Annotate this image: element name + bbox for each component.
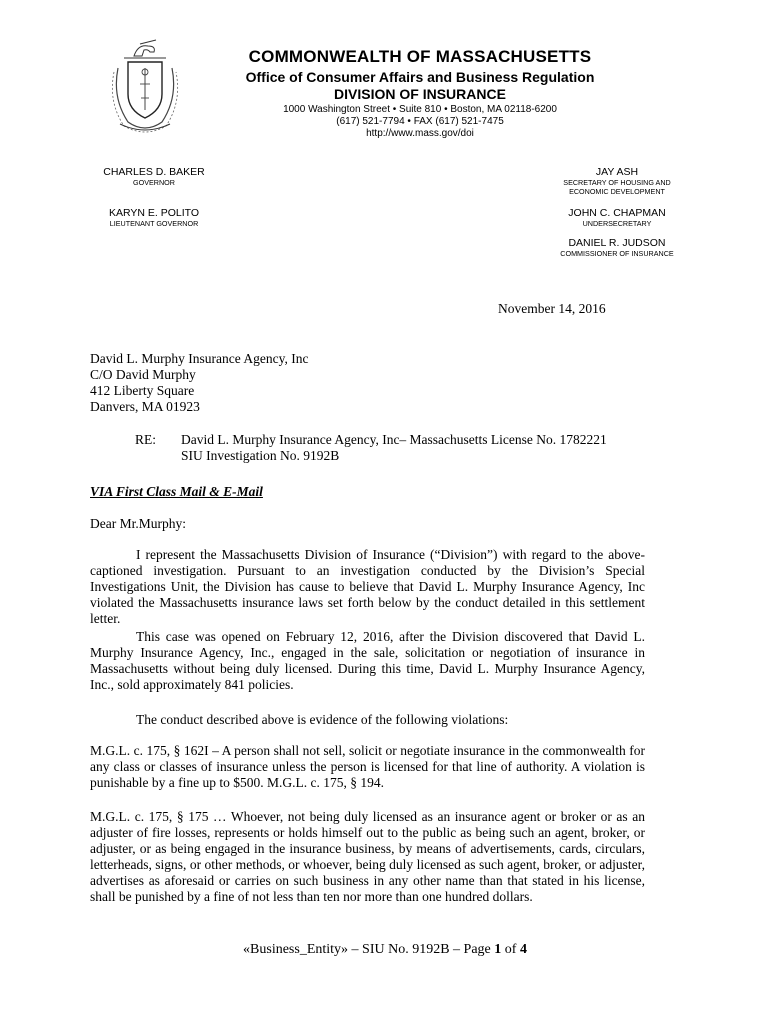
violation-paragraph: M.G.L. c. 175, § 175 … Whoever, not being duly licensed as an insurance agent or broker or as an adjuster of fire losses, represents or holds himself out to the public as being such an agent, broker, or adjuster, or as being engaged in the insurance business, by means of advertisements, cards, circulars, letterheads, signs, or other methods, or whoever, being duly licensed as such agent, broker, or adjuster, advertises as aforesaid or carries on such business in any other name than that stated in his license, shall be punished by a fine of not less than ten nor more than one hundred dollars. xyxy=(90,809,645,904)
salutation: Dear Mr.Murphy: xyxy=(90,516,186,531)
official-name: CHARLES D. BAKER xyxy=(103,166,205,178)
re-label: RE: xyxy=(135,432,157,447)
recipient-address xyxy=(90,351,308,415)
recipient-line: 412 Liberty Square xyxy=(90,383,195,398)
body-paragraph: The conduct described above is evidence of the following violations: xyxy=(136,712,509,727)
official-undersecretary xyxy=(540,207,694,228)
re-line: SIU Investigation No. 9192B xyxy=(181,448,340,463)
office-name: Office of Consumer Affairs and Business Regulation xyxy=(245,69,595,85)
official-title-line1: SECRETARY OF HOUSING AND xyxy=(563,178,671,187)
re-line: David L. Murphy Insurance Agency, Inc– Massachusetts License No. 1782221 xyxy=(181,432,607,447)
official-secretary xyxy=(540,166,694,196)
official-title: GOVERNOR xyxy=(133,178,175,187)
division-name: DIVISION OF INSURANCE xyxy=(334,86,506,102)
violation-paragraph: M.G.L. c. 175, § 162I – A person shall not sell, solicit or negotiate insurance in the commonwealth for any class or classes of insurance unless the person is licensed for that line of authority. A violation is punishable by a fine up to $500. M.G.L. c. 175, § 194. xyxy=(90,743,645,790)
phone-fax: (617) 521-7794 • FAX (617) 521-7475 xyxy=(336,116,504,127)
street-address: 1000 Washington Street • Suite 810 • Boston, MA 02118-6200 xyxy=(283,104,557,115)
official-lieutenant-governor xyxy=(92,207,216,228)
page-total: 4 xyxy=(519,942,527,957)
official-name: DANIEL R. JUDSON xyxy=(568,237,666,249)
re-subject xyxy=(181,432,641,464)
official-title: UNDERSECRETARY xyxy=(582,219,652,228)
official-name: KARYN E. POLITO xyxy=(108,207,200,219)
body-paragraph: I represent the Massachusetts Division of Insurance (“Division”) with regard to the above-captioned investigation. Pursuant to an investigation conducted by the Division’s Special Investigations Unit, the Division has cause to believe that David L. Murphy Insurance Agency, Inc violated the Massachusetts insurance laws set forth below by the conduct detailed in this settlement letter. xyxy=(90,547,645,626)
delivery-method: VIA First Class Mail & E-Mail xyxy=(90,484,263,499)
recipient-line: C/O David Murphy xyxy=(90,367,196,382)
body-paragraph: This case was opened on February 12, 2016, after the Division discovered that David L. Murphy Insurance Agency, Inc., engaged in the sale, solicitation or negotiation of insurance in Massachusetts without being duly licensed. During this time, David L. Murphy Insurance Agency, Inc., sold approximately 841 policies. xyxy=(90,629,645,692)
footer-reference: «Business_Entity» – SIU No. 9192B – Page xyxy=(243,942,495,957)
official-title-line2: ECONOMIC DEVELOPMENT xyxy=(569,187,665,196)
page-footer xyxy=(0,942,770,958)
official-title: COMMISSIONER OF INSURANCE xyxy=(560,249,674,258)
letter-date: November 14, 2016 xyxy=(498,301,606,316)
commonwealth-seal-logo xyxy=(104,38,186,136)
website-link[interactable]: http://www.mass.gov/doi xyxy=(366,128,474,139)
official-name: JOHN C. CHAPMAN xyxy=(568,207,666,219)
recipient-line: David L. Murphy Insurance Agency, Inc xyxy=(90,351,309,366)
page-number: 1 xyxy=(494,942,502,957)
agency-title: COMMONWEALTH OF MASSACHUSETTS xyxy=(248,47,592,66)
official-title: LIEUTENANT GOVERNOR xyxy=(109,219,199,228)
footer-of: of xyxy=(501,942,520,957)
official-governor xyxy=(92,166,216,187)
recipient-line: Danvers, MA 01923 xyxy=(90,399,200,414)
official-name: JAY ASH xyxy=(595,166,639,178)
official-commissioner xyxy=(540,237,694,258)
